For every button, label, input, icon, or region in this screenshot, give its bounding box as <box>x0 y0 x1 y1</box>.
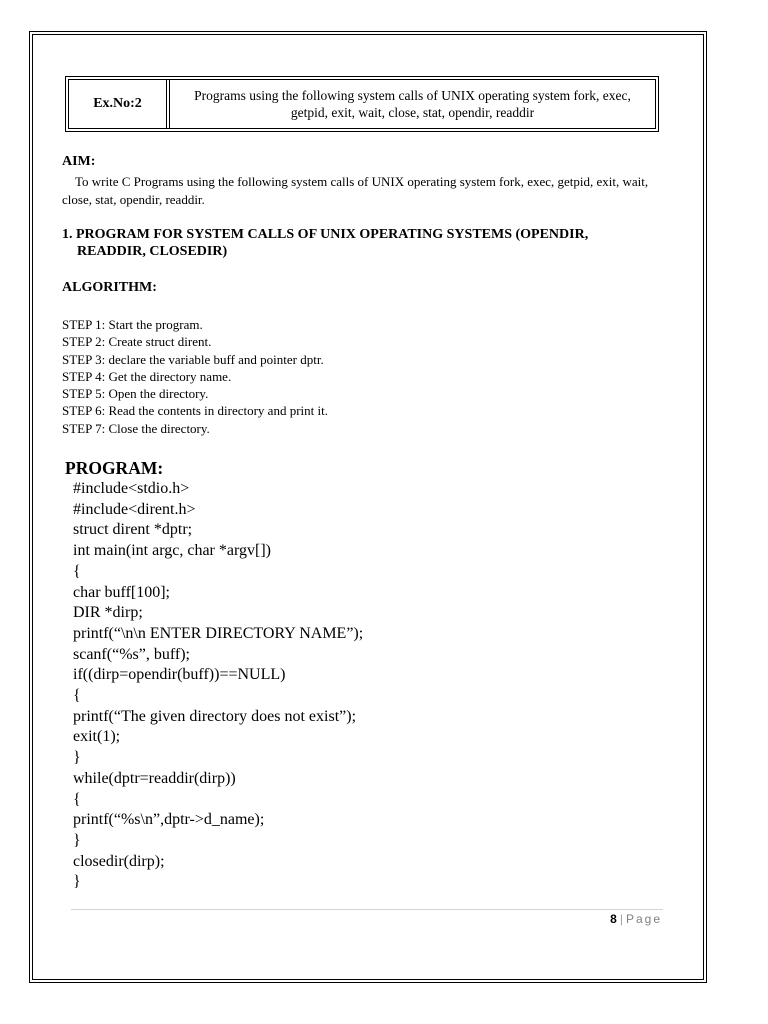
algorithm-step: STEP 3: declare the variable buff and pointer dptr. <box>62 351 324 367</box>
code-line: { <box>73 687 81 705</box>
code-line: char buff[100]; <box>73 583 170 601</box>
algorithm-steps <box>62 316 328 437</box>
algorithm-heading: ALGORITHM: <box>62 280 157 295</box>
page-word: Page <box>625 912 662 926</box>
footer-rule <box>71 909 663 910</box>
page-number-value: 8 <box>610 912 617 926</box>
program-code <box>73 479 363 893</box>
code-line: scanf(“%s”, buff); <box>73 645 190 663</box>
code-line: int main(int argc, char *argv[]) <box>73 542 271 560</box>
algorithm-step: STEP 4: Get the directory name. <box>62 368 232 384</box>
code-line: { <box>73 790 81 808</box>
code-line: } <box>73 873 81 891</box>
exercise-header-table <box>65 76 659 132</box>
page-number <box>610 912 662 926</box>
section-heading-line2: READDIR, CLOSEDIR) <box>77 244 228 259</box>
code-line: while(dptr=readdir(dirp)) <box>73 769 236 787</box>
algorithm-step: STEP 1: Start the program. <box>62 317 203 332</box>
aim-text: To write C Programs using the following system calls of UNIX operating system fork, exec, getpid, exit, wait, close, stat, opendir, readdir. <box>62 174 649 207</box>
code-line: DIR *dirp; <box>73 604 143 622</box>
code-line: #include<dirent.h> <box>73 500 196 518</box>
algorithm-step: STEP 2: Create struct dirent. <box>62 334 212 350</box>
code-line: exit(1); <box>73 728 121 746</box>
exercise-number: Ex.No:2 <box>69 80 170 128</box>
program-heading: PROGRAM: <box>65 458 164 478</box>
code-line: #include<stdio.h> <box>73 480 190 497</box>
algorithm-step: STEP 7: Close the directory. <box>62 420 210 436</box>
code-line: } <box>73 831 81 849</box>
aim-heading: AIM: <box>62 154 96 169</box>
section-heading-line1: 1. PROGRAM FOR SYSTEM CALLS OF UNIX OPERATING SYSTEMS (OPENDIR, <box>62 227 589 242</box>
section-heading <box>62 226 662 260</box>
code-line: printf(“%s\n”,dptr->d_name); <box>73 811 265 829</box>
page-separator: | <box>619 912 623 926</box>
code-line: closedir(dirp); <box>73 852 165 870</box>
exercise-title: Programs using the following system calls of UNIX operating system fork, exec, getpid, exit, wait, close, stat, opendir, readdir <box>194 88 631 120</box>
code-line: struct dirent *dptr; <box>73 521 193 539</box>
algorithm-step: STEP 6: Read the contents in directory and print it. <box>62 403 328 419</box>
code-line: { <box>73 562 81 580</box>
code-line: if((dirp=opendir(buff))==NULL) <box>73 666 286 684</box>
code-line: } <box>73 749 81 767</box>
algorithm-step: STEP 5: Open the directory. <box>62 386 209 402</box>
code-line: printf(“The given directory does not exist”); <box>73 707 357 725</box>
code-line: printf(“\n\n ENTER DIRECTORY NAME”); <box>73 624 364 642</box>
